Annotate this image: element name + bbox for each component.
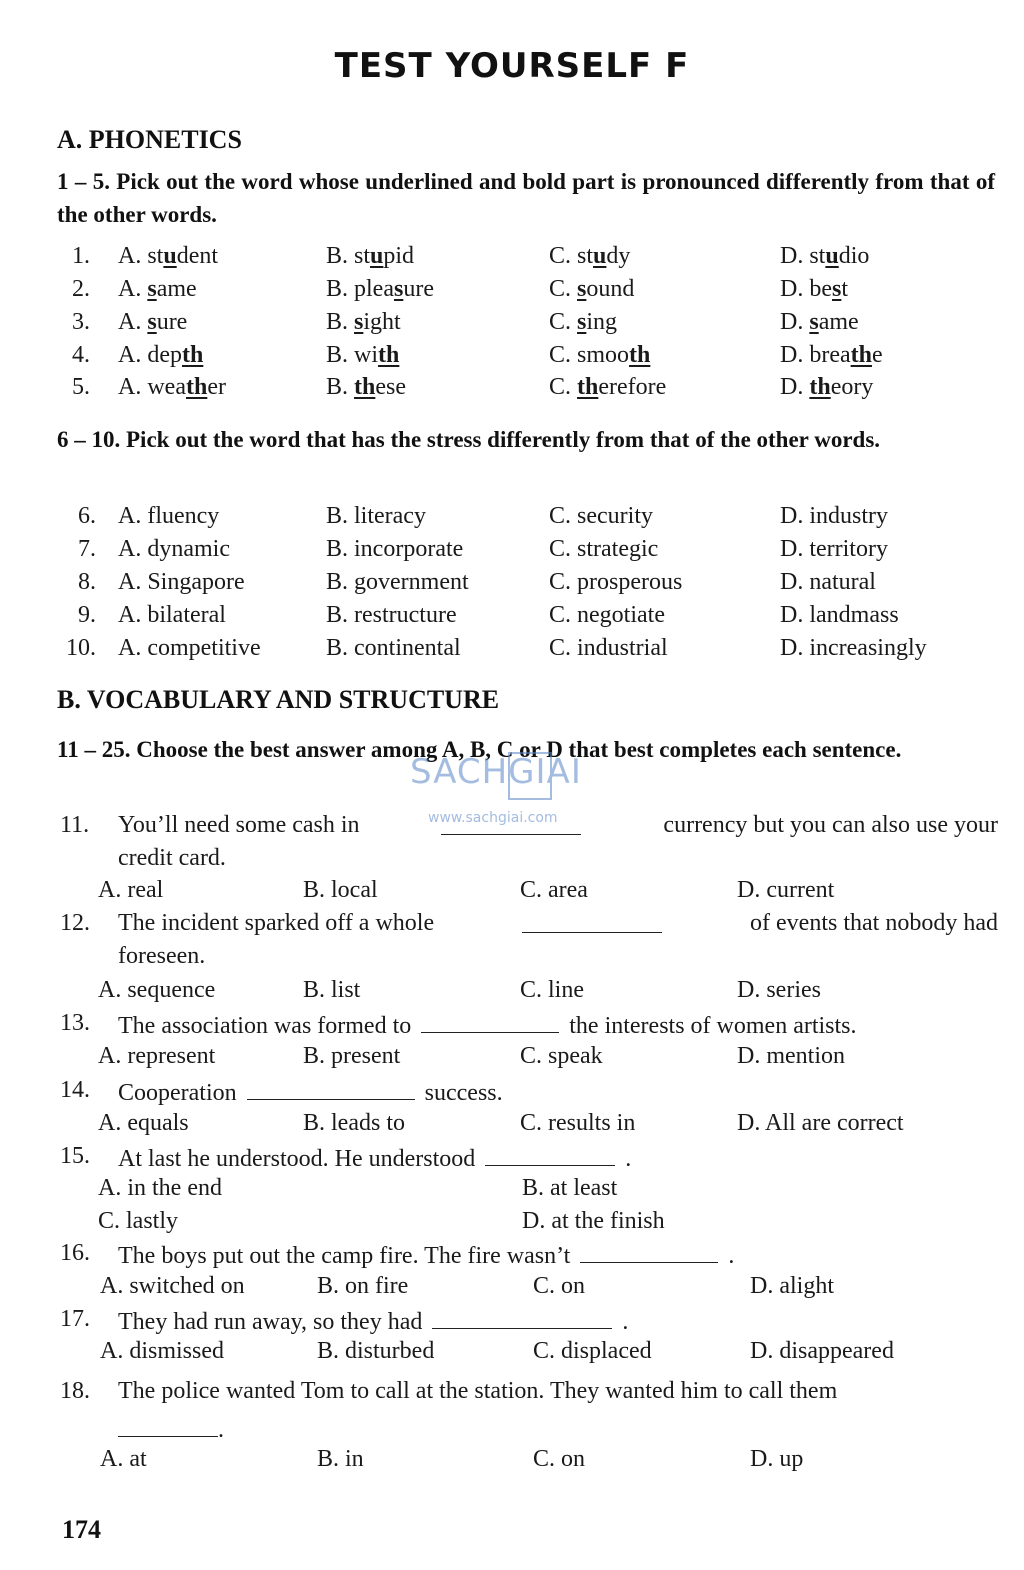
question-number: 15. (60, 1143, 90, 1169)
answer-option: C. on (533, 1273, 586, 1299)
answer-option (118, 342, 203, 369)
answer-option: B. government (326, 569, 469, 595)
question-number: 10. (66, 635, 96, 661)
question-text (118, 1143, 631, 1173)
question-after: . (728, 1243, 735, 1269)
answer-option: A. equals (98, 1110, 189, 1136)
question-before: The police wanted Tom to call at the station. They wanted him to call them (118, 1378, 838, 1404)
question-line (0, 1378, 1024, 1412)
underlined-part: th (354, 374, 376, 400)
word-suffix: dent (176, 243, 219, 269)
answer-option: D. increasingly (780, 635, 927, 661)
underlined-part: th (629, 342, 651, 368)
question-row (0, 374, 1024, 408)
option-letter: B. (326, 309, 349, 335)
question-row (0, 309, 1024, 343)
answer-option: C. negotiate (549, 602, 665, 628)
question-text (118, 1010, 857, 1040)
question-continuation: foreseen. (118, 943, 206, 969)
answer-option: D. industry (780, 503, 888, 529)
underlined-part: u (825, 243, 839, 269)
answer-option: C. strategic (549, 536, 659, 562)
answer-option: B. leads to (303, 1110, 405, 1136)
question-row (0, 602, 1024, 636)
answer-option-text: B. at least (522, 1175, 618, 1201)
word-prefix: wi (354, 342, 379, 368)
underlined-part: u (163, 243, 177, 269)
question-row (0, 243, 1024, 277)
word-prefix: plea (354, 276, 394, 302)
answer-option: A. at (100, 1446, 147, 1472)
answer-option: B. literacy (326, 503, 426, 529)
word-prefix: dep (147, 342, 182, 368)
section-b-instruction: 11 – 25. Choose the best answer among A, B, C or D that best completes each sentence. (57, 737, 902, 762)
answer-option: D. territory (780, 536, 888, 562)
answer-option: A. dynamic (118, 536, 230, 562)
answer-option: D. series (737, 977, 821, 1003)
answer-option: D. up (750, 1446, 804, 1472)
answer-option: D. natural (780, 569, 876, 595)
question-number: 1. (72, 243, 90, 269)
answer-option (326, 243, 414, 270)
answer-option (326, 276, 434, 303)
answer-option-text: D. at the finish (522, 1208, 665, 1234)
underlined-part: th (378, 342, 400, 368)
question-before: Cooperation (118, 1080, 237, 1106)
word-suffix: er (207, 374, 226, 400)
option-letter: D. (780, 374, 804, 400)
underlined-part: s (809, 309, 819, 335)
word-suffix: eory (830, 374, 874, 400)
question-after: . (622, 1309, 629, 1335)
answer-option: D. All are correct (737, 1110, 904, 1136)
answer-option (780, 243, 869, 270)
question-continuation (118, 1414, 224, 1444)
question-before: You’ll need some cash in (118, 812, 360, 838)
answer-option: A. Singapore (118, 569, 245, 595)
answer-options-row (0, 1273, 1024, 1307)
word-suffix: ure (403, 276, 434, 302)
answer-options-row (0, 1110, 1024, 1144)
question-after: of events that nobody had (750, 910, 998, 936)
word-prefix: st (577, 243, 594, 269)
word-suffix: ight (363, 309, 401, 335)
answer-option: C. area (520, 877, 588, 903)
question-text (118, 1077, 503, 1107)
question-number: 4. (72, 342, 90, 368)
watermark-logo: SACHGIAI (410, 752, 582, 792)
question-row (0, 503, 1024, 537)
question-after: . (218, 1417, 224, 1443)
answer-option: C. displaced (533, 1338, 652, 1364)
answer-options-row (0, 1338, 1024, 1372)
question-number: 2. (72, 276, 90, 302)
word-suffix: dio (838, 243, 870, 269)
question-number: 17. (60, 1306, 90, 1332)
question-row (0, 276, 1024, 310)
answer-option (780, 374, 873, 401)
answer-option (549, 243, 630, 270)
answer-option (549, 276, 634, 303)
answer-option (326, 374, 406, 401)
answer-option: A. real (98, 877, 164, 903)
word-suffix: pid (383, 243, 415, 269)
answer-options-row (0, 877, 1024, 911)
answer-option: B. local (303, 877, 378, 903)
answer-option: C. speak (520, 1043, 603, 1069)
answer-option: A. dismissed (100, 1338, 225, 1364)
question-line (0, 812, 1024, 846)
answer-options-row (0, 1043, 1024, 1077)
question-continuation: credit card. (118, 845, 226, 871)
option-letter: B. (326, 243, 349, 269)
answer-option: D. alight (750, 1273, 834, 1299)
underlined-part: s (147, 309, 157, 335)
answer-option: C. results in (520, 1110, 636, 1136)
question-number: 13. (60, 1010, 90, 1036)
answer-option: A. fluency (118, 503, 220, 529)
question-text (118, 1306, 628, 1336)
answer-blank (118, 1414, 218, 1437)
word-prefix: be (809, 276, 832, 302)
question-number: 8. (78, 569, 96, 595)
question-number: 14. (60, 1077, 90, 1103)
answer-option (549, 374, 666, 401)
option-letter: B. (326, 342, 349, 368)
word-prefix: st (147, 243, 164, 269)
answer-option (118, 374, 226, 401)
option-letter: A. (118, 276, 142, 302)
answer-blank (441, 812, 581, 835)
question-line (0, 910, 1024, 944)
answer-option (0, 1208, 1024, 1242)
answer-option: B. restructure (326, 602, 457, 628)
word-suffix: dy (606, 243, 631, 269)
question-number: 3. (72, 309, 90, 335)
answer-option (549, 342, 650, 369)
page-title: TEST YOURSELF F (334, 46, 690, 86)
answer-option: A. bilateral (118, 602, 226, 628)
question-line-continued (0, 1414, 1024, 1448)
answer-option: D. disappeared (750, 1338, 894, 1364)
underlined-part: th (185, 374, 208, 400)
question-text (118, 910, 998, 937)
answer-option (326, 342, 399, 369)
word-suffix: t (841, 276, 849, 302)
answer-option-text: A. in the end (98, 1175, 222, 1201)
answer-blank (432, 1306, 612, 1329)
underlined-part: th (577, 374, 599, 400)
underlined-part: s (354, 309, 364, 335)
answer-option: D. landmass (780, 602, 899, 628)
word-suffix: ese (375, 374, 407, 400)
word-suffix: erefore (598, 374, 667, 400)
answer-option: B. disturbed (317, 1338, 435, 1364)
underlined-part: s (147, 276, 157, 302)
option-letter: D. (780, 276, 804, 302)
option-letter: A. (118, 309, 142, 335)
answer-option (780, 342, 883, 369)
word-suffix: ame (818, 309, 859, 335)
option-letter: B. (326, 374, 349, 400)
option-letter: D. (780, 342, 804, 368)
option-letter: A. (118, 374, 142, 400)
answer-options-row (0, 977, 1024, 1011)
page-number: 174 (62, 1515, 101, 1544)
question-after: . (625, 1146, 632, 1172)
word-suffix: ure (156, 309, 188, 335)
underlined-part: s (577, 309, 587, 335)
answer-option: C. on (533, 1446, 586, 1472)
answer-option: B. on fire (317, 1273, 409, 1299)
answer-option: B. continental (326, 635, 461, 661)
word-prefix: brea (809, 342, 851, 368)
question-line (0, 1240, 1024, 1274)
word-prefix: wea (147, 374, 186, 400)
underlined-part: th (809, 374, 831, 400)
answer-option: D. current (737, 877, 835, 903)
question-before: At last he understood. He understood (118, 1146, 476, 1172)
question-line (0, 1010, 1024, 1044)
question-row (0, 569, 1024, 603)
underlined-part: th (850, 342, 872, 368)
question-text (118, 1378, 837, 1405)
option-letter: C. (549, 309, 572, 335)
underlined-part: s (832, 276, 842, 302)
word-suffix: e (871, 342, 883, 368)
option-letter: C. (549, 276, 572, 302)
question-number: 18. (60, 1378, 90, 1404)
answer-option: A. switched on (100, 1273, 245, 1299)
answer-blank (485, 1143, 615, 1166)
question-row (0, 635, 1024, 669)
question-row (0, 342, 1024, 376)
answer-option (118, 243, 218, 270)
option-letter: A. (118, 243, 142, 269)
question-line-continued (0, 845, 1024, 879)
answer-option: B. list (303, 977, 361, 1003)
option-letter: B. (326, 276, 349, 302)
answer-option: B. present (303, 1043, 401, 1069)
answer-option (118, 309, 187, 336)
option-letter: D. (780, 243, 804, 269)
answer-option (0, 1175, 1024, 1209)
answer-blank (421, 1010, 559, 1033)
answer-blank (522, 910, 662, 933)
answer-option (549, 309, 617, 336)
word-suffix: ound (586, 276, 635, 302)
question-before: The incident sparked off a whole (118, 910, 435, 936)
underlined-part: s (577, 276, 587, 302)
answer-option: B. in (317, 1446, 364, 1472)
answer-blank (247, 1077, 415, 1100)
option-letter: C. (549, 342, 572, 368)
question-number: 9. (78, 602, 96, 628)
question-number: 7. (78, 536, 96, 562)
answer-option: C. prosperous (549, 569, 683, 595)
answer-option: A. competitive (118, 635, 261, 661)
answer-option (118, 276, 197, 303)
word-prefix: st (809, 243, 826, 269)
question-after: success. (424, 1080, 503, 1106)
question-line (0, 1143, 1024, 1177)
answer-option: A. represent (98, 1043, 216, 1069)
option-letter: A. (118, 342, 142, 368)
question-number: 6. (78, 503, 96, 529)
question-before: The association was formed to (118, 1013, 412, 1039)
question-line (0, 1077, 1024, 1111)
underlined-part: u (370, 243, 384, 269)
question-number: 5. (72, 374, 90, 400)
answer-option (780, 309, 859, 336)
word-suffix: ing (586, 309, 618, 335)
answer-option (780, 276, 848, 303)
part2-instruction: 6 – 10. Pick out the word that has the stress differently from that of the other words. (57, 427, 881, 452)
underlined-part: th (182, 342, 204, 368)
section-a-heading: A. PHONETICS (57, 125, 242, 154)
option-letter: D. (780, 309, 804, 335)
section-b-heading: B. VOCABULARY AND STRUCTURE (57, 685, 500, 714)
answer-option: B. incorporate (326, 536, 464, 562)
question-line (0, 1306, 1024, 1340)
question-after: the interests of women artists. (569, 1013, 857, 1039)
underlined-part: u (593, 243, 607, 269)
word-prefix: st (354, 243, 371, 269)
question-text (118, 1240, 734, 1270)
question-number: 12. (60, 910, 90, 936)
underlined-part: s (394, 276, 404, 302)
option-letter: C. (549, 243, 572, 269)
question-row (0, 536, 1024, 570)
question-before: They had run away, so they had (118, 1309, 423, 1335)
question-before: The boys put out the camp fire. The fire wasn’t (118, 1243, 571, 1269)
question-number: 16. (60, 1240, 90, 1266)
question-after: currency but you can also use your (663, 812, 998, 838)
question-number: 11. (60, 812, 90, 838)
answer-option: C. security (549, 503, 653, 529)
part1-instruction: 1 – 5. Pick out the word whose underlined and bold part is pronounced differently from that of the other words. (57, 169, 995, 227)
answer-blank (580, 1240, 718, 1263)
answer-option (326, 309, 401, 336)
word-suffix: ame (156, 276, 197, 302)
option-letter: C. (549, 374, 572, 400)
answer-options-row (0, 1446, 1024, 1480)
question-line-continued (0, 943, 1024, 977)
answer-option: C. industrial (549, 635, 668, 661)
answer-option: C. line (520, 977, 584, 1003)
question-text (118, 812, 998, 839)
watermark-url: www.sachgiai.com (428, 810, 558, 826)
answer-option: A. sequence (98, 977, 216, 1003)
answer-option: D. mention (737, 1043, 845, 1069)
word-prefix: smoo (577, 342, 630, 368)
answer-option-text: C. lastly (98, 1208, 179, 1234)
